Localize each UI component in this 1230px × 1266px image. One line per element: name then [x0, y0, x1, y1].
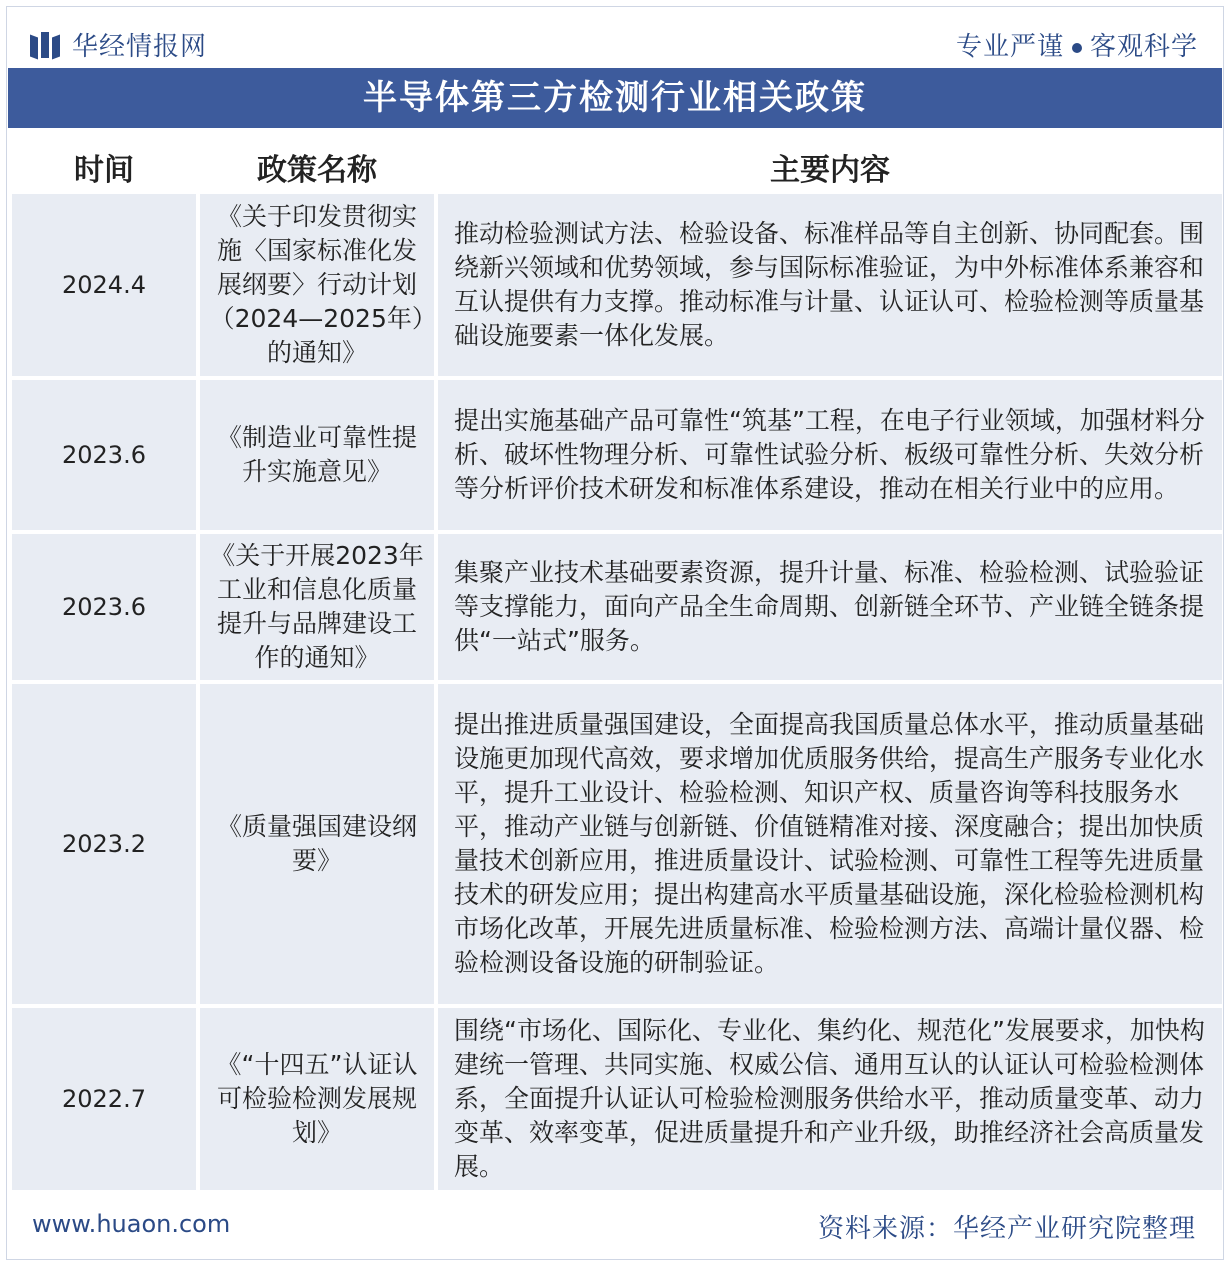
header-bar [20, 20, 1210, 60]
row-date: 2024.4 [12, 194, 196, 376]
row-date: 2023.6 [12, 534, 196, 680]
row-content: 围绕“市场化、国际化、专业化、集约化、规范化”发展要求，加快构建统一管理、共同实施、权威公信、通用互认的认证认可检验检测体系，全面提升认证认可检验检测服务供给水平，推动质量变革、动力变革、效率变革，促进质量提升和产业升级，助推经济社会高质量发展。 [438, 1008, 1222, 1190]
row-policy-name: 《关于印发贯彻实施〈国家标准化发展纲要〉行动计划（2024—2025年）的通知》 [200, 194, 434, 376]
row-date: 2023.6 [12, 380, 196, 530]
slogan-right: 客观科学 [1089, 32, 1198, 62]
row-content: 集聚产业技术基础要素资源，提升计量、标准、检验检测、试验验证等支撑能力，面向产品全生命周期、创新链全环节、产业链全链条提供“一站式”服务。 [438, 534, 1222, 680]
table-row [12, 1008, 1222, 1190]
table-header-row [12, 144, 1222, 190]
row-content: 提出实施基础产品可靠性“筑基”工程，在电子行业领域，加强材料分析、破坏性物理分析、可靠性试验分析、板级可靠性分析、失效分析等分析评价技术研发和标准体系建设，推动在相关行业中的应用。 [438, 380, 1222, 530]
row-policy-name: 《“十四五”认证认可检验检测发展规划》 [200, 1008, 434, 1190]
row-date: 2022.7 [12, 1008, 196, 1190]
logo-text: 华经情报网 [72, 32, 208, 62]
page-title: 半导体第三方检测行业相关政策 [8, 68, 1222, 128]
policy-table [8, 140, 1226, 1194]
brand-logo[interactable] [30, 26, 207, 63]
row-content: 提出推进质量强国建设，全面提高我国质量总体水平，推动质量基础设施更加现代高效，要求增加优质服务供给，提高生产服务专业化水平，提升工业设计、检验检测、知识产权、质量咨询等科技服务水平，推动产业链与创新链、价值链精准对接、深度融合；提出加快质量技术创新应用，推进质量设计、试验检测、可靠性工程等先进质量技术的研发应用；提出构建高水平质量基础设施，深化检验检测机构市场化改革，开展先进质量标准、检验检测方法、高端计量仪器、检验检测设备设施的研制验证。 [438, 684, 1222, 1004]
column-header-content: 主要内容 [438, 144, 1222, 190]
column-header-date: 时间 [12, 144, 196, 190]
table-row [12, 534, 1222, 680]
row-policy-name: 《制造业可靠性提升实施意见》 [200, 380, 434, 530]
website-link[interactable]: www.huaon.com [32, 1210, 231, 1238]
table-row [12, 684, 1222, 1004]
row-content: 推动检验测试方法、检验设备、标准样品等自主创新、协同配套。围绕新兴领域和优势领域，参与国际标准验证，为中外标准体系兼容和互认提供有力支撑。推动标准与计量、认证认可、检验检测等质量基础设施要素一体化发展。 [438, 194, 1222, 376]
row-date: 2023.2 [12, 684, 196, 1004]
logo-icon [30, 32, 60, 58]
bullet-dot-icon [1072, 43, 1082, 53]
table-row [12, 194, 1222, 376]
row-policy-name: 《质量强国建设纲要》 [200, 684, 434, 1004]
slogan [956, 26, 1198, 63]
slogan-left: 专业严谨 [955, 32, 1064, 62]
table-row [12, 380, 1222, 530]
source-note: 资料来源：华经产业研究院整理 [817, 1214, 1196, 1244]
column-header-policy-name: 政策名称 [200, 144, 434, 190]
row-policy-name: 《关于开展2023年工业和信息化质量提升与品牌建设工作的通知》 [200, 534, 434, 680]
